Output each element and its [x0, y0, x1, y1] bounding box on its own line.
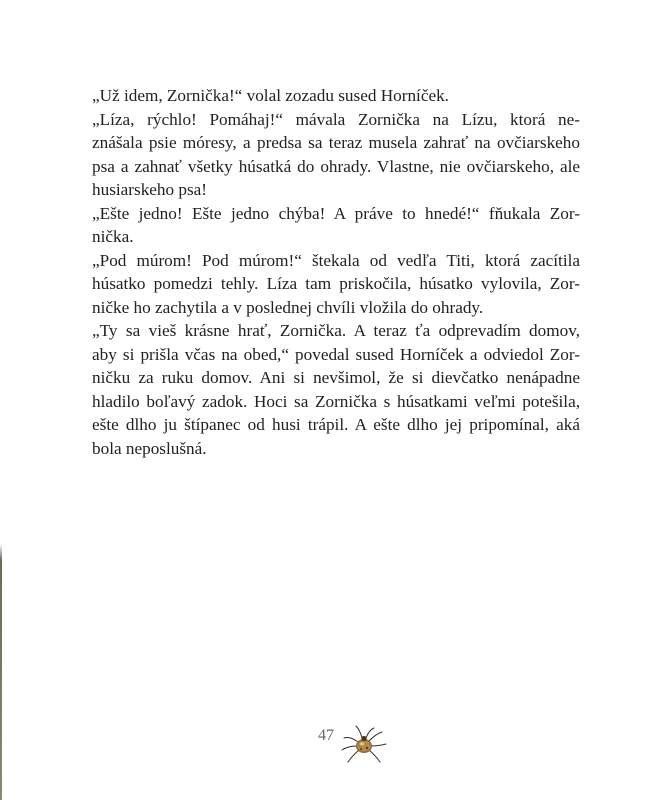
paragraph [92, 84, 580, 108]
paragraph [92, 249, 580, 320]
text-line: „Ty sa vieš krásne hrať, Zornička. A teraz ťa odprevadím domov, [92, 321, 580, 340]
text-line: znášala psie móresy, a predsa sa teraz musela zahrať na ovčiarskeho [92, 133, 580, 152]
story-text [92, 84, 580, 460]
paragraph [92, 202, 580, 249]
text-line: nička. [92, 227, 134, 246]
text-line: aby si prišla včas na obed,“ povedal sused Horníček a odviedol Zor- [92, 344, 580, 364]
text-line: bola neposlušná. [92, 438, 207, 458]
paragraph [92, 108, 580, 202]
text-line: húsatko pomedzi tehly. Líza tam priskočila, húsatko vylovila, Zor- [92, 274, 580, 293]
text-line: ešte dlho ju štípanec od husi trápil. A ešte dlho jej pripomínal, aká [92, 415, 580, 434]
text-line: psa a zahnať všetky húsatká do ohrady. Vlastne, nie ovčiarskeho, ale [92, 156, 580, 176]
text-line: „Pod múrom! Pod múrom!“ štekala od vedľa Titi, ktorá zacítila [92, 250, 580, 270]
page-number: 47 [318, 727, 334, 744]
text-line: „Líza, rýchlo! Pomáhaj!“ mávala Zornička na Lízu, ktorá ne- [92, 109, 580, 129]
text-line: husiarskeho psa! [92, 180, 208, 199]
text-line: ničku za ruku domov. Ani si nevšimol, že si dievčatko nenápadne [92, 368, 580, 387]
page-edge [0, 0, 2, 800]
paragraph [92, 319, 580, 460]
text-line: „Už idem, Zornička!“ volal zozadu sused Horníček. [92, 86, 449, 105]
text-line: „Ešte jedno! Ešte jedno chýba! A práve to hnedé!“ fňukala Zor- [92, 203, 580, 223]
ladybug-icon [336, 722, 392, 764]
text-line: hladilo boľavý zadok. Hoci sa Zornička s húsatkami veľmi potešila, [92, 391, 580, 411]
text-line: ničke ho zachytila a v poslednej chvíli vložila do ohrady. [92, 297, 484, 317]
